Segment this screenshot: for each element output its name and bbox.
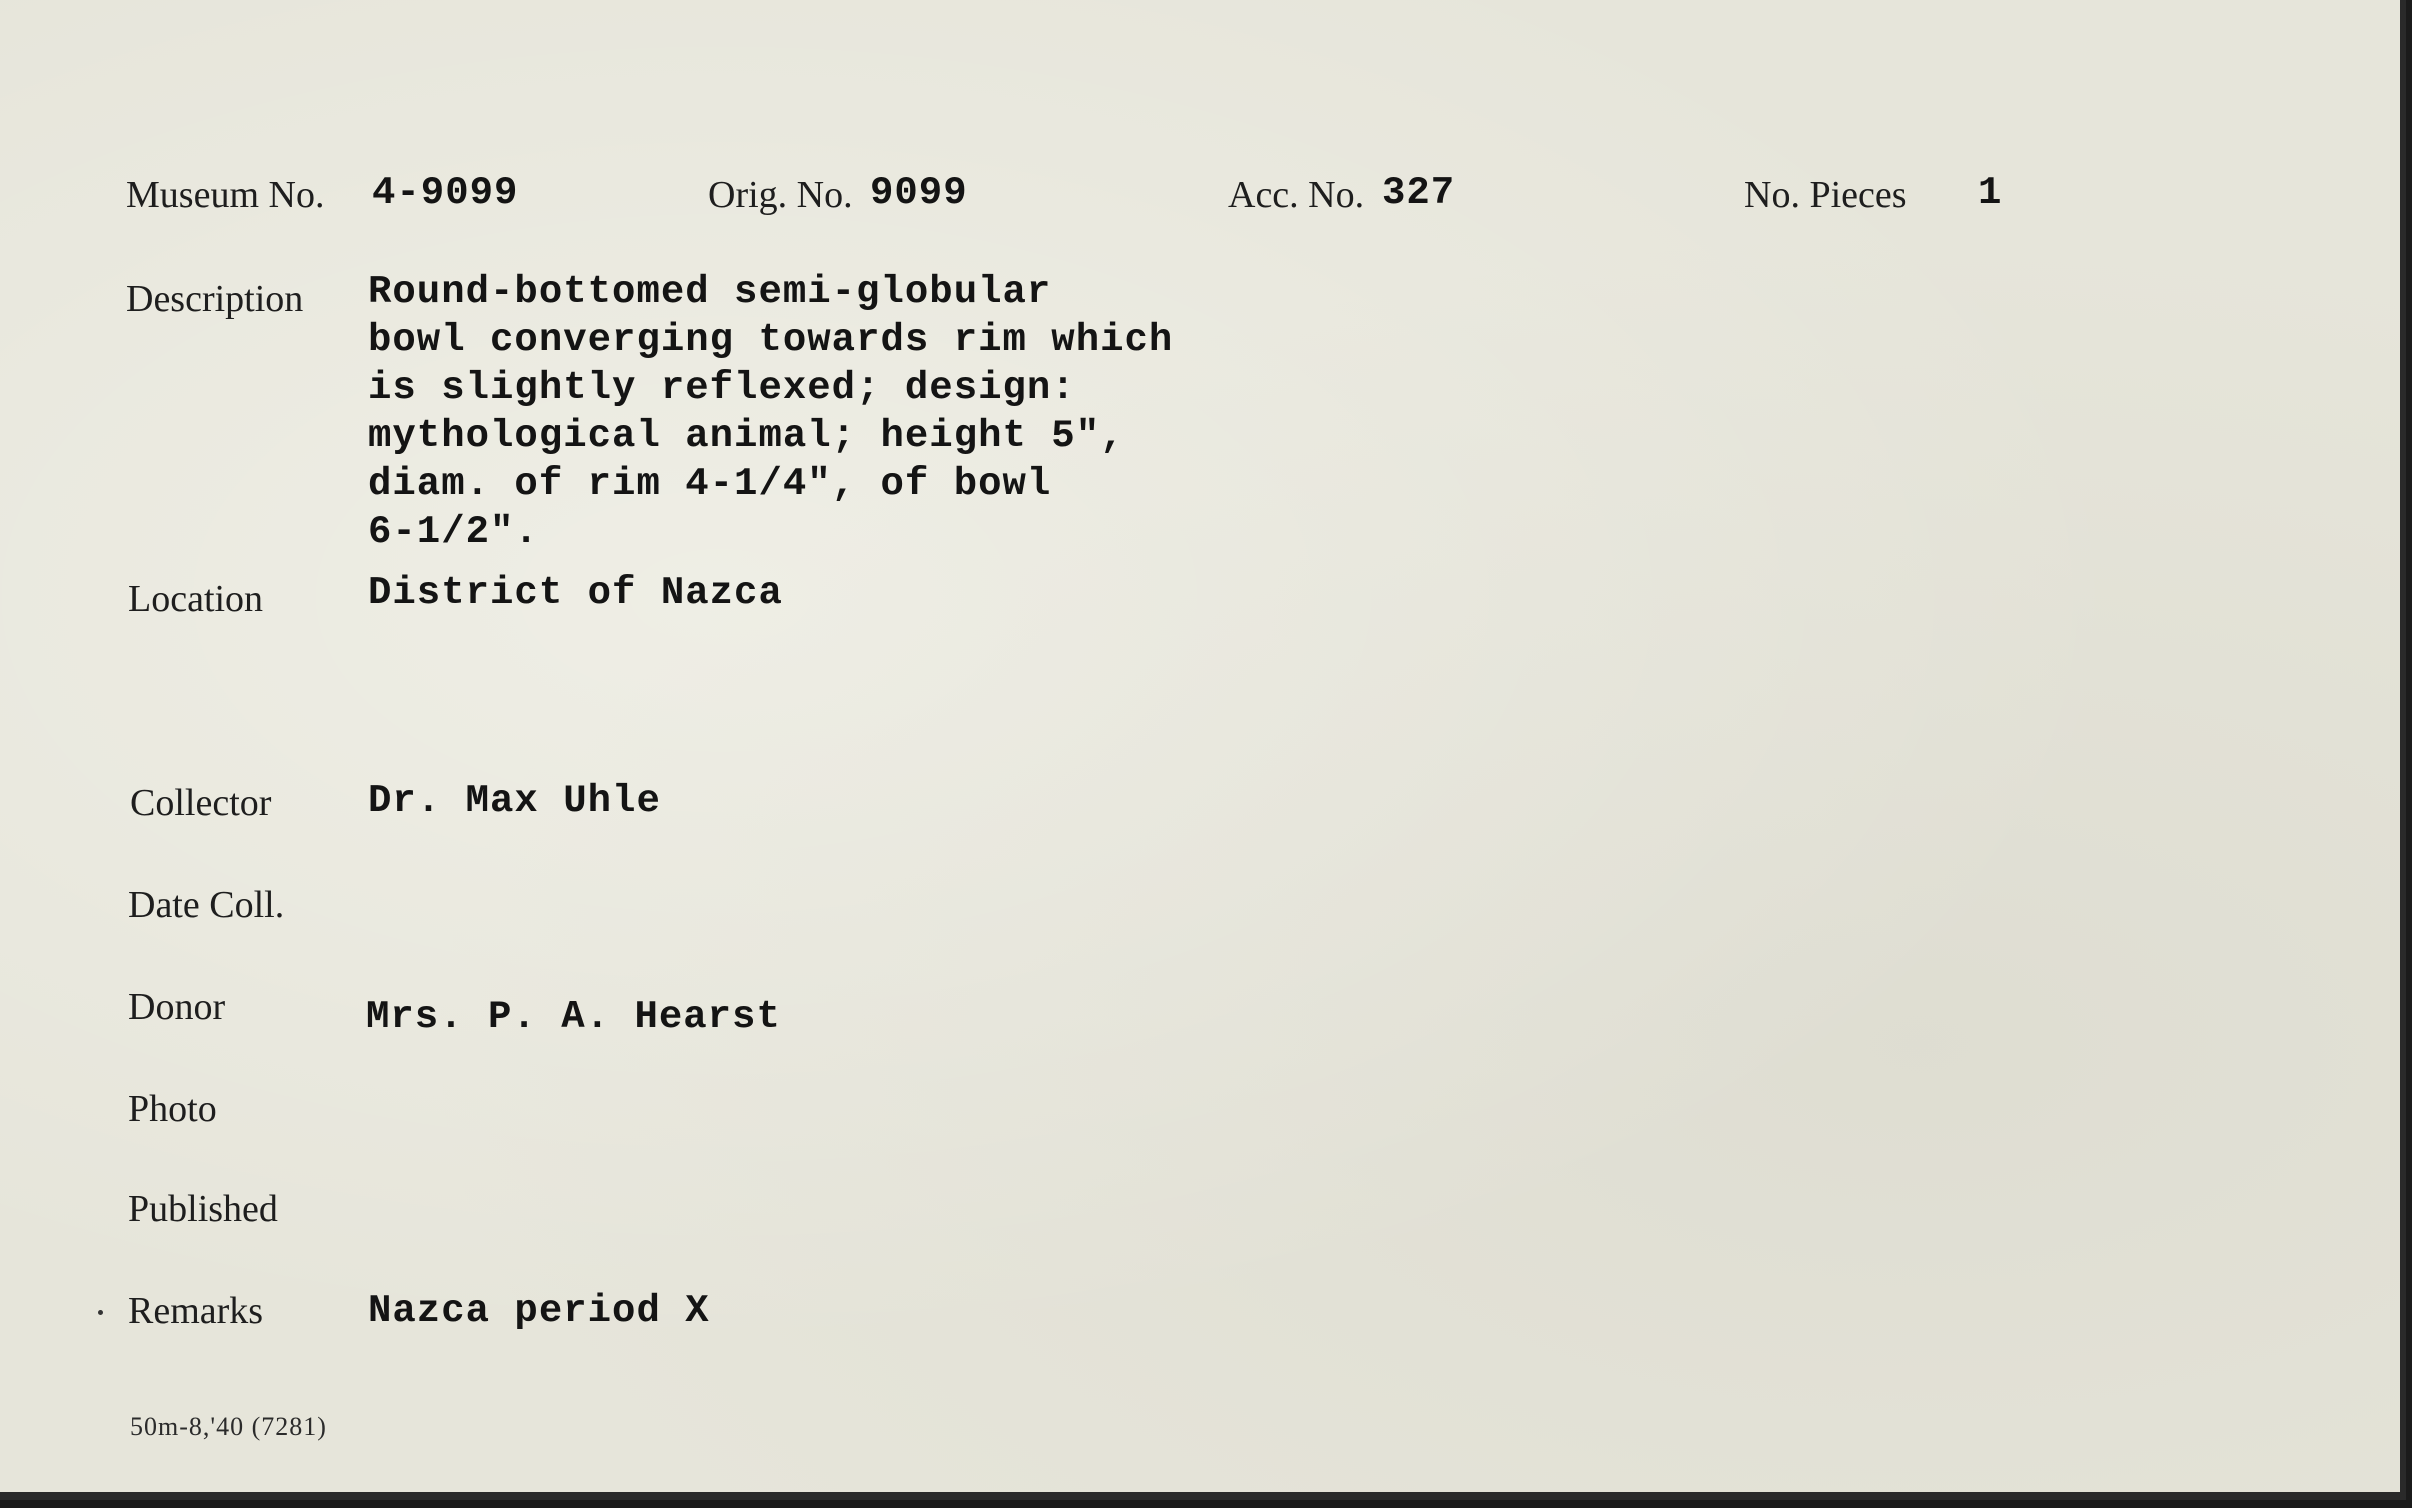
- description-line: diam. of rim 4-1/4", of bowl: [368, 462, 1052, 506]
- bullet-mark: [98, 1310, 103, 1315]
- orig-no-value: 9099: [870, 171, 968, 215]
- museum-no-label: Museum No.: [126, 174, 325, 216]
- donor-value: Mrs. P. A. Hearst: [366, 995, 781, 1039]
- published-label: Published: [128, 1188, 278, 1230]
- acc-no-value: 327: [1382, 171, 1456, 215]
- description-text: [368, 268, 1173, 556]
- description-label: Description: [126, 278, 304, 320]
- collector-value: Dr. Max Uhle: [368, 779, 661, 823]
- orig-no-label: Orig. No.: [708, 174, 853, 216]
- photo-label: Photo: [128, 1088, 217, 1130]
- print-code: 50m-8,'40 (7281): [130, 1412, 327, 1441]
- description-line: 6-1/2".: [368, 510, 539, 554]
- description-line: bowl converging towards rim which: [368, 318, 1174, 362]
- description-line: mythological animal; height 5",: [368, 414, 1125, 458]
- no-pieces-label: No. Pieces: [1744, 174, 1907, 216]
- remarks-value: Nazca period X: [368, 1289, 710, 1333]
- collector-label: Collector: [130, 782, 272, 824]
- remarks-label: Remarks: [128, 1290, 264, 1332]
- museum-no-value: 4-9099: [372, 171, 519, 215]
- acc-no-label: Acc. No.: [1228, 174, 1365, 216]
- donor-label: Donor: [128, 986, 226, 1028]
- location-value: District of Nazca: [368, 571, 783, 615]
- location-label: Location: [128, 578, 264, 620]
- description-line: is slightly reflexed; design:: [368, 366, 1076, 410]
- date-coll-label: Date Coll.: [128, 884, 285, 926]
- no-pieces-value: 1: [1978, 171, 2003, 215]
- description-line: Round-bottomed semi-globular: [368, 270, 1052, 314]
